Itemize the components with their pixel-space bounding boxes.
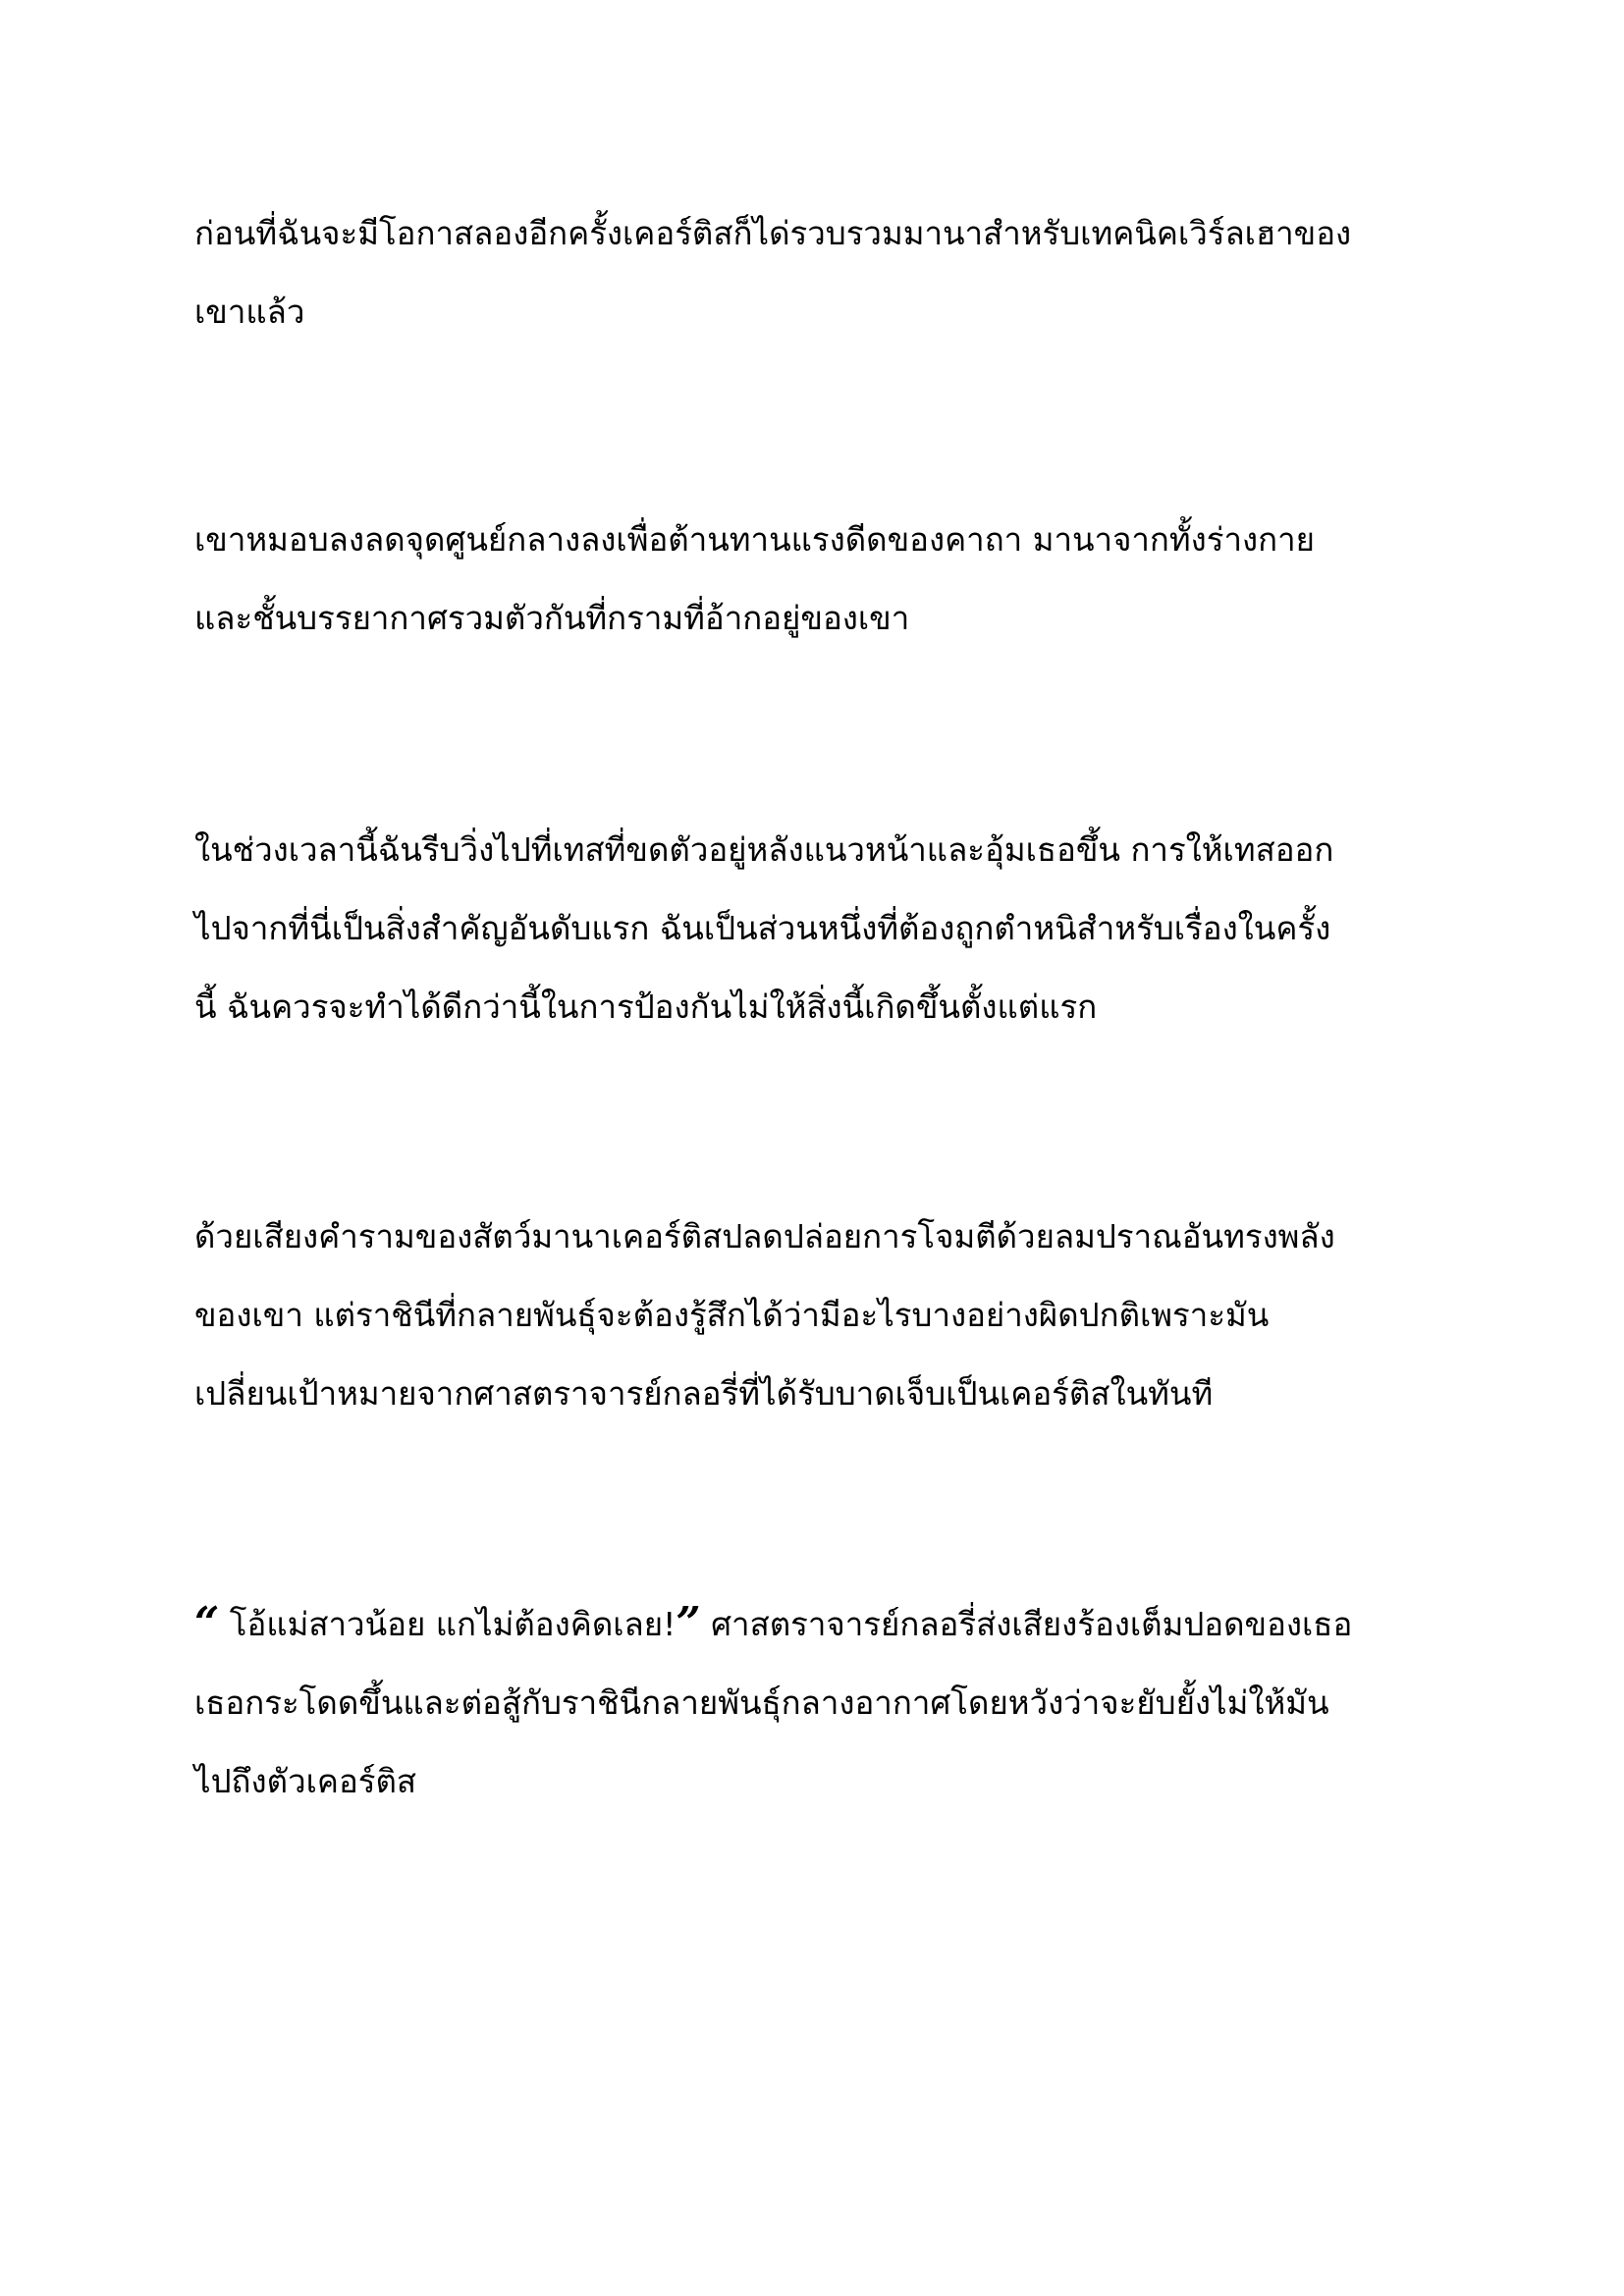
open-quote-mark: “	[194, 1598, 220, 1648]
paragraph-line: ก่อนที่ฉันจะมีโอกาสลองอีกครั้งเคอร์ติสก็ได่รวบรวมมานาสำหรับเทคนิคเวิร์ลเฮาของ	[194, 214, 1352, 252]
paragraph-2	[194, 501, 1434, 658]
paragraph-4	[194, 1198, 1434, 1433]
paragraph-5	[194, 1584, 1434, 1821]
paragraph-line: ของเขา แต่ราชินีที่กลายพันธุ์จะต้องรู้สึกได้ว่ามีอะไรบางอย่างผิดปกติเพราะมัน	[194, 1296, 1270, 1334]
paragraph-line: เปลี่ยนเป้าหมายจากศาสตราจารย์กลอรี่ที่ได้รับบาดเจ็บเป็นเคอร์ติสในทันที	[194, 1374, 1214, 1413]
paragraph-line: เขาแล้ว	[194, 293, 305, 331]
paragraph-line: และชั้นบรรยากาศรวมตัวกันที่กรามที่อ้ากอยู่ของเขา	[194, 599, 910, 637]
paragraph-line-with-quote	[194, 1584, 1434, 1664]
close-quote-mark: ”	[676, 1598, 701, 1648]
narration-text: ศาสตราจารย์กลอรี่ส่งเสียงร้องเต็มปอดของเธอ	[700, 1605, 1353, 1643]
paragraph-line: ไปถึงตัวเคอร์ติส	[194, 1762, 417, 1800]
paragraph-line: ด้วยเสียงคำรามของสัตว์มานาเคอร์ติสปลดปล่อยการโจมตีด้วยลมปราณอันทรงพลัง	[194, 1217, 1335, 1255]
paragraph-line: ไปจากที่นี่เป็นสิ่งสำคัญอันดับแรก ฉันเป็นส่วนหนึ่งที่ต้องถูกตำหนิสำหรับเรื่องในครั้ง	[194, 909, 1331, 947]
quoted-speech: โอ้แม่สาวน้อย แกไม่ต้องคิดเลย!	[219, 1605, 677, 1643]
paragraph-line: นี้ ฉันควรจะทำได้ดีกว่านี้ในการป้องกันไม่ให้สิ่งนี้เกิดขึ้นตั้งแต่แรก	[194, 988, 1098, 1026]
paragraph-line: เขาหมอบลงลดจุดศูนย์กลางลงเพื่อต้านทานแรงดีดของคาถา มานาจากทั้งร่างกาย	[194, 520, 1315, 559]
paragraph-line: ในช่วงเวลานี้ฉันรีบวิ่งไปที่เทสที่ขดตัวอยู่หลังแนวหน้าและอุ้มเธอขึ้น การให้เทสออก	[194, 830, 1334, 869]
paragraph-3	[194, 811, 1434, 1046]
paragraph-line: เธอกระโดดขึ้นและต่อสู้กับราชินีกลายพันธุ์กลางอากาศโดยหวังว่าจะยับยั้งไม่ให้มัน	[194, 1683, 1329, 1722]
paragraph-1	[194, 194, 1434, 351]
